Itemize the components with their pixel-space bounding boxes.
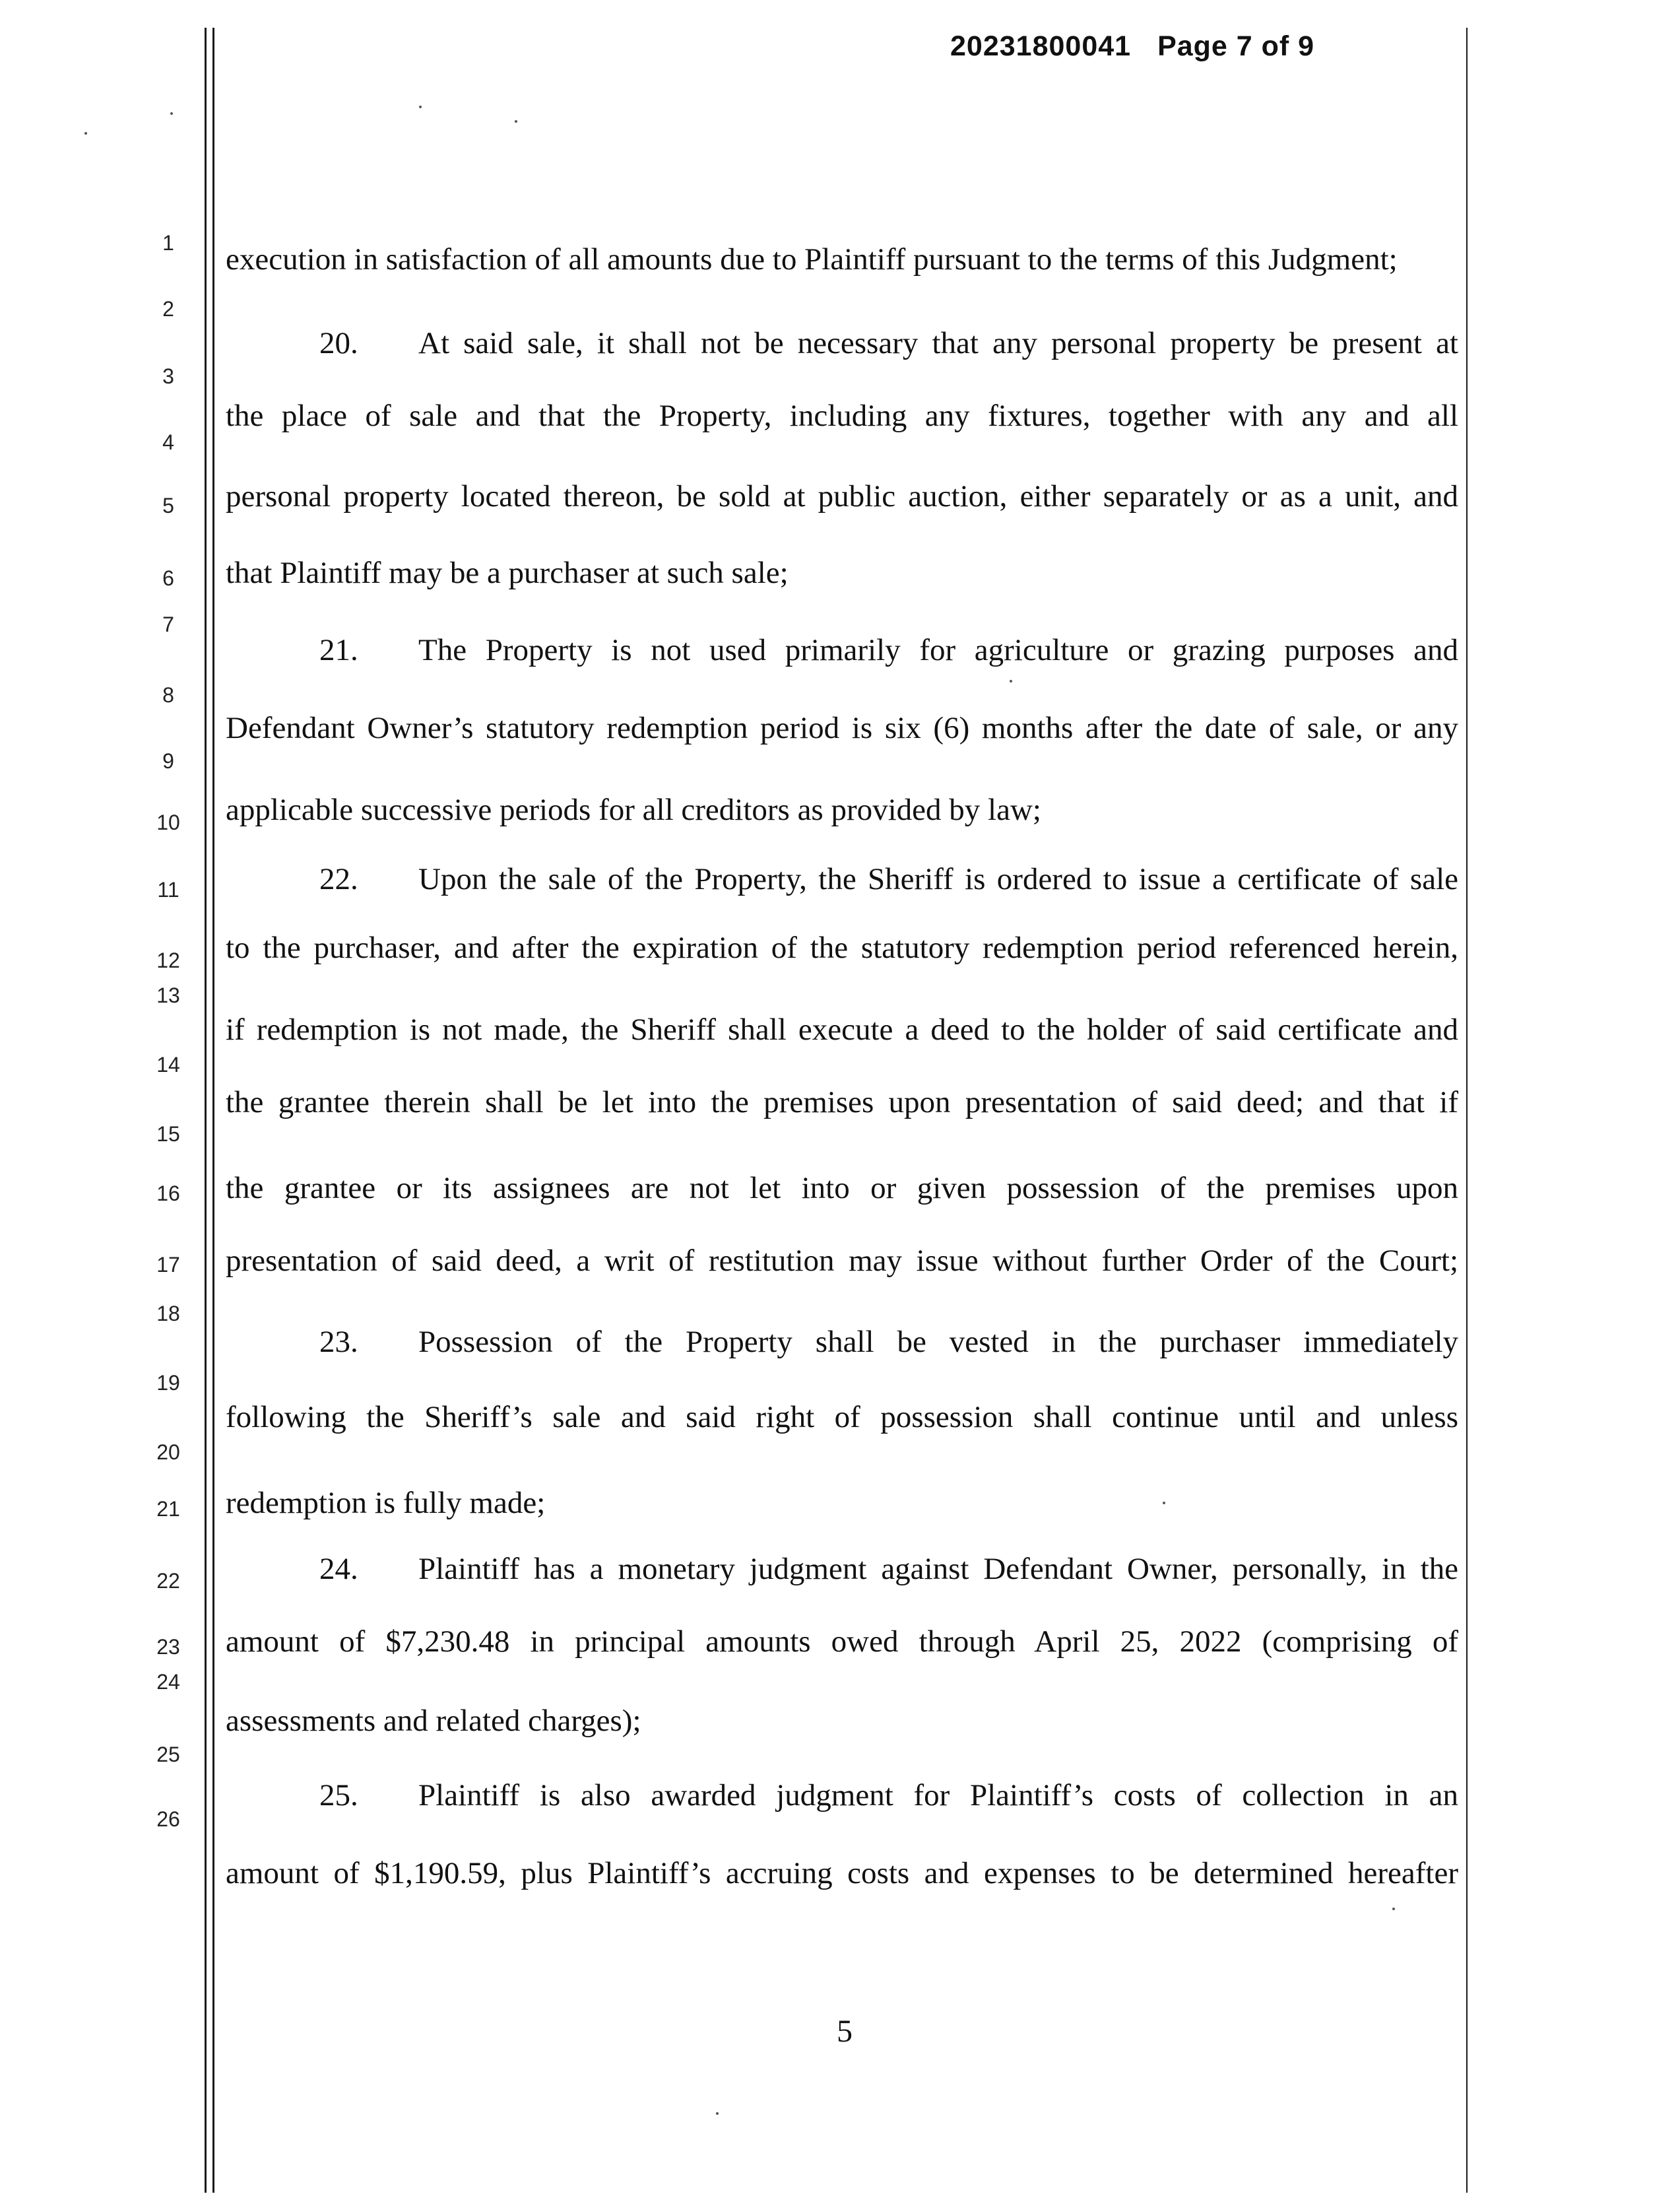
line-number: 19	[156, 1371, 180, 1395]
line-number: 6	[162, 566, 174, 590]
body-line: Defendant Owner’s statutory redemption period is six (6) months after the date of sale, or any	[226, 711, 1458, 745]
line-number: 2	[162, 297, 174, 321]
body-line: following the Sheriff’s sale and said right of possession shall continue until and unless	[226, 1400, 1458, 1434]
line-number: 4	[162, 430, 174, 454]
line-number: 23	[156, 1635, 180, 1659]
left-margin-rule-inner	[212, 28, 214, 2193]
document-header	[950, 30, 1314, 63]
body-line-text: Plaintiff has a monetary judgment against Defendant Owner, personally, in the	[418, 1552, 1458, 1586]
line-number: 18	[156, 1302, 180, 1325]
body-line: redemption is fully made;	[226, 1486, 546, 1520]
line-number: 1	[162, 231, 174, 255]
line-number: 25	[156, 1743, 180, 1766]
paragraph-number: 21.	[319, 633, 358, 667]
paragraph-number: 22.	[319, 862, 358, 896]
body-line-text: Upon the sale of the Property, the Sheriff is ordered to issue a certificate of sale	[418, 862, 1458, 896]
body-line	[226, 1549, 1458, 1589]
body-line: presentation of said deed, a writ of restitution may issue without further Order of the Court;	[226, 1244, 1458, 1278]
line-number: 3	[162, 364, 174, 388]
scan-speck	[515, 120, 517, 123]
line-number: 13	[156, 983, 180, 1007]
line-number: 12	[156, 948, 180, 972]
paragraph-number: 20.	[319, 326, 358, 360]
body-line: execution in satisfaction of all amounts due to Plaintiff pursuant to the terms of this Judgment;	[226, 242, 1398, 277]
scan-speck	[1010, 680, 1012, 682]
paragraph-number: 25.	[319, 1778, 358, 1813]
line-number: 15	[156, 1122, 180, 1146]
body-line: assessments and related charges);	[226, 1704, 641, 1738]
scan-speck	[419, 106, 422, 108]
body-line: the place of sale and that the Property, including any fixtures, together with any and all	[226, 399, 1458, 433]
line-number: 16	[156, 1181, 180, 1205]
scan-speck	[1163, 1502, 1165, 1504]
body-line: applicable successive periods for all creditors as provided by law;	[226, 793, 1041, 827]
body-line: amount of $1,190.59, plus Plaintiff’s accruing costs and expenses to be determined hereafter	[226, 1856, 1458, 1890]
page-number: 5	[837, 2014, 853, 2049]
line-number: 5	[162, 494, 174, 517]
body-line: amount of $7,230.48 in principal amounts owed through April 25, 2022 (comprising of	[226, 1624, 1458, 1659]
scan-speck	[170, 112, 173, 115]
paragraph-number: 24.	[319, 1552, 358, 1586]
body-line-text: The Property is not used primarily for agriculture or grazing purposes and	[418, 633, 1458, 667]
paragraph-number: 23.	[319, 1325, 358, 1359]
scan-speck	[1392, 1908, 1395, 1910]
body-line: that Plaintiff may be a purchaser at such sale;	[226, 556, 789, 590]
scan-speck	[84, 132, 87, 135]
body-line	[226, 1322, 1458, 1362]
body-line: the grantee or its assignees are not let into or given possession of the premises upon	[226, 1171, 1458, 1205]
body-line	[226, 859, 1458, 899]
line-number: 21	[156, 1497, 180, 1521]
line-number: 9	[162, 749, 174, 773]
body-line: if redemption is not made, the Sheriff shall execute a deed to the holder of said certificate and	[226, 1013, 1458, 1047]
body-line-text: At said sale, it shall not be necessary that any personal property be present at	[418, 326, 1458, 360]
body-line	[226, 1776, 1458, 1815]
page-of-label: Page 7 of 9	[1157, 30, 1315, 62]
line-number: 26	[156, 1807, 180, 1831]
line-number: 24	[156, 1670, 180, 1694]
line-number: 11	[157, 878, 179, 902]
body-line: to the purchaser, and after the expiration of the statutory redemption period referenced herein,	[226, 931, 1458, 965]
body-line: personal property located thereon, be sold at public auction, either separately or as a unit, and	[226, 479, 1458, 514]
body-line	[226, 630, 1458, 670]
left-margin-rule-outer	[205, 28, 207, 2193]
line-number: 14	[156, 1053, 180, 1077]
line-number: 20	[156, 1440, 180, 1464]
line-number: 8	[162, 683, 174, 707]
scan-speck	[716, 2112, 719, 2115]
body-line-text: Possession of the Property shall be vested in the purchaser immediately	[418, 1325, 1458, 1359]
right-margin-rule	[1466, 28, 1468, 2193]
line-number: 22	[156, 1569, 180, 1593]
body-line-text: Plaintiff is also awarded judgment for Plaintiff’s costs of collection in an	[418, 1778, 1458, 1813]
line-number: 7	[162, 613, 174, 636]
body-line	[226, 323, 1458, 363]
document-id: 20231800041	[950, 30, 1132, 62]
line-number: 10	[156, 811, 180, 834]
body-line: the grantee therein shall be let into the premises upon presentation of said deed; and that if	[226, 1085, 1458, 1119]
line-number: 17	[156, 1253, 180, 1277]
